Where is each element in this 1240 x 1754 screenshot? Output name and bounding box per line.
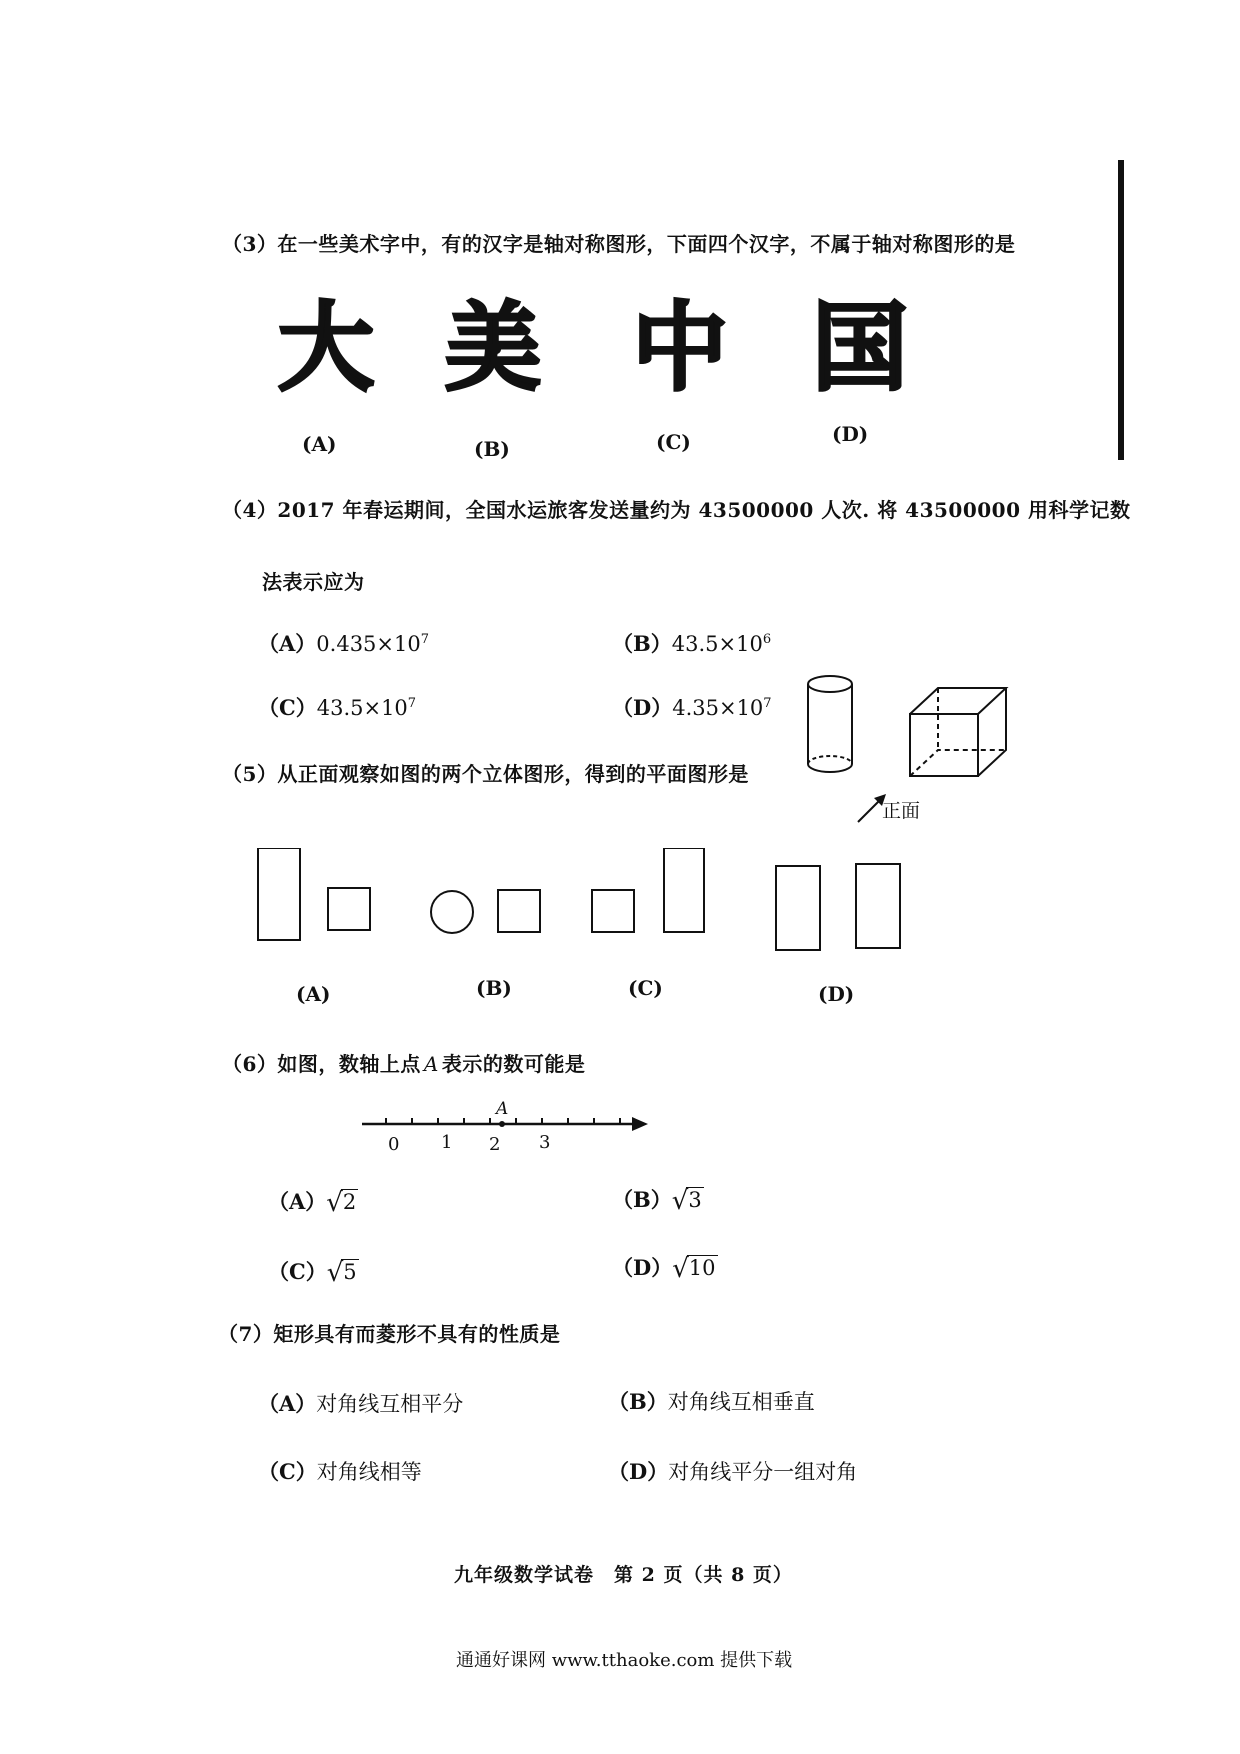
q6-option-c-label: （C）: [268, 1259, 327, 1284]
option-a-square: [328, 888, 370, 930]
tick-label-3: 3: [539, 1132, 551, 1153]
cylinder-bottom-front: [808, 764, 852, 772]
q3-char-c: 中: [632, 292, 728, 404]
cube-top-face: [910, 688, 1006, 714]
option-d-rect-right: [856, 864, 900, 948]
q4-option-d-exp: 7: [763, 696, 772, 711]
number-line-arrow: [632, 1117, 648, 1131]
q5-label-a: (A): [296, 982, 331, 1006]
q6-option-b-label: （B）: [612, 1187, 672, 1212]
q7-option-b-text: 对角线互相垂直: [667, 1390, 815, 1414]
q6-option-a-radicand: 2: [342, 1190, 357, 1214]
sqrt-symbol: √2: [326, 1188, 357, 1218]
q7-option-c-label: （C）: [258, 1459, 317, 1484]
q4-option-a-exp: 7: [420, 632, 430, 647]
q7-stem: （7）矩形具有而菱形不具有的性质是: [218, 1322, 561, 1346]
q6-option-a[interactable]: [268, 1186, 358, 1216]
q5-stem: （5）从正面观察如图的两个立体图形，得到的平面图形是: [222, 762, 749, 786]
q4-option-c-label: （C）: [258, 695, 317, 720]
option-b-circle: [431, 891, 473, 933]
scan-edge-mark: [1118, 160, 1124, 460]
q7-option-b-label: （B）: [608, 1389, 668, 1414]
q4-option-b-label: （B）: [612, 631, 672, 656]
q4-option-b-exp: 6: [762, 632, 772, 647]
q5-options-figure: [240, 848, 940, 958]
q6-stem-prefix: （6）如图，数轴上点: [222, 1052, 421, 1076]
q7-option-b[interactable]: [608, 1386, 815, 1416]
q3-label-d: (D): [832, 422, 869, 446]
q4-option-c-exp: 7: [407, 696, 417, 711]
tick-label-0: 0: [388, 1134, 400, 1155]
q4-option-c-value: 43.5×10: [316, 696, 408, 720]
cylinder-top: [808, 676, 852, 692]
q6-option-b-radicand: 3: [688, 1188, 702, 1212]
q4-stem-line1: （4）2017 年春运期间，全国水运旅客发送量约为 43500000 人次. 将 43500000 用科学记数: [222, 498, 1131, 522]
q6-stem-point: A: [423, 1052, 439, 1076]
q3-label-c: (C): [656, 430, 691, 454]
tick-label-1: 1: [441, 1132, 453, 1153]
option-b-square: [498, 890, 540, 932]
q3-label-b: (B): [474, 437, 510, 461]
q6-option-d-label: （D）: [612, 1255, 673, 1280]
sqrt-symbol: √3: [671, 1186, 702, 1216]
page-footer: 九年级数学试卷 第 2 页（共 8 页）: [454, 1564, 793, 1586]
q7-option-c-text: 对角线相等: [316, 1460, 422, 1484]
q6-option-d-radicand: 10: [688, 1256, 716, 1280]
sqrt-symbol: √10: [672, 1254, 716, 1284]
cylinder-bottom-back: [808, 756, 852, 764]
q6-option-a-label: （A）: [268, 1189, 327, 1214]
option-d-rect-left: [776, 866, 820, 950]
q4-option-d[interactable]: [612, 692, 772, 722]
q3-stem: （3）在一些美术字中，有的汉字是轴对称图形，下面四个汉字，不属于轴对称图形的是: [222, 232, 1016, 256]
q4-stem-line2: 法表示应为: [262, 570, 365, 594]
q5-label-b: (B): [476, 976, 512, 1000]
q4-option-a-value: 0.435×10: [316, 632, 421, 656]
point-a-label: A: [496, 1100, 509, 1119]
q3-label-a: (A): [302, 432, 337, 456]
q4-option-a[interactable]: [258, 628, 429, 658]
q7-option-a-text: 对角线互相平分: [316, 1392, 464, 1416]
q4-option-c[interactable]: [258, 692, 416, 722]
q3-char-a: 大: [278, 292, 374, 404]
q6-stem: [222, 1048, 585, 1077]
q6-option-c-radicand: 5: [343, 1260, 357, 1284]
q6-number-line: [356, 1100, 656, 1160]
q4-option-b[interactable]: [612, 628, 771, 658]
q4-option-b-value: 43.5×10: [671, 632, 763, 656]
q5-front-label: 正面: [882, 800, 921, 822]
sqrt-symbol: √5: [326, 1258, 357, 1288]
option-c-rect: [664, 848, 704, 932]
q7-option-c[interactable]: [258, 1456, 422, 1486]
q4-option-d-value: 4.35×10: [672, 696, 764, 720]
q5-label-c: (C): [628, 976, 663, 1000]
q7-option-d-label: （D）: [608, 1459, 669, 1484]
q7-option-a-label: （A）: [258, 1391, 317, 1416]
tick-label-2: 2: [489, 1134, 501, 1155]
q3-char-d: 国: [812, 292, 908, 404]
q4-option-a-label: （A）: [258, 631, 317, 656]
source-credit: 通通好课网 www.tthaoke.com 提供下载: [456, 1650, 793, 1671]
q7-option-a[interactable]: [258, 1388, 463, 1418]
q4-option-d-label: （D）: [612, 695, 673, 720]
q6-option-d[interactable]: [612, 1252, 718, 1282]
q7-option-d-text: 对角线平分一组对角: [668, 1460, 858, 1484]
q6-option-c[interactable]: [268, 1256, 359, 1286]
q6-option-b[interactable]: [612, 1184, 704, 1214]
q3-char-b: 美: [445, 292, 541, 404]
q5-label-d: (D): [818, 982, 855, 1006]
option-a-rect: [258, 848, 300, 940]
q6-stem-suffix: 表示的数可能是: [441, 1052, 586, 1076]
option-c-square: [592, 890, 634, 932]
point-a: [499, 1121, 505, 1127]
q7-option-d[interactable]: [608, 1456, 857, 1486]
